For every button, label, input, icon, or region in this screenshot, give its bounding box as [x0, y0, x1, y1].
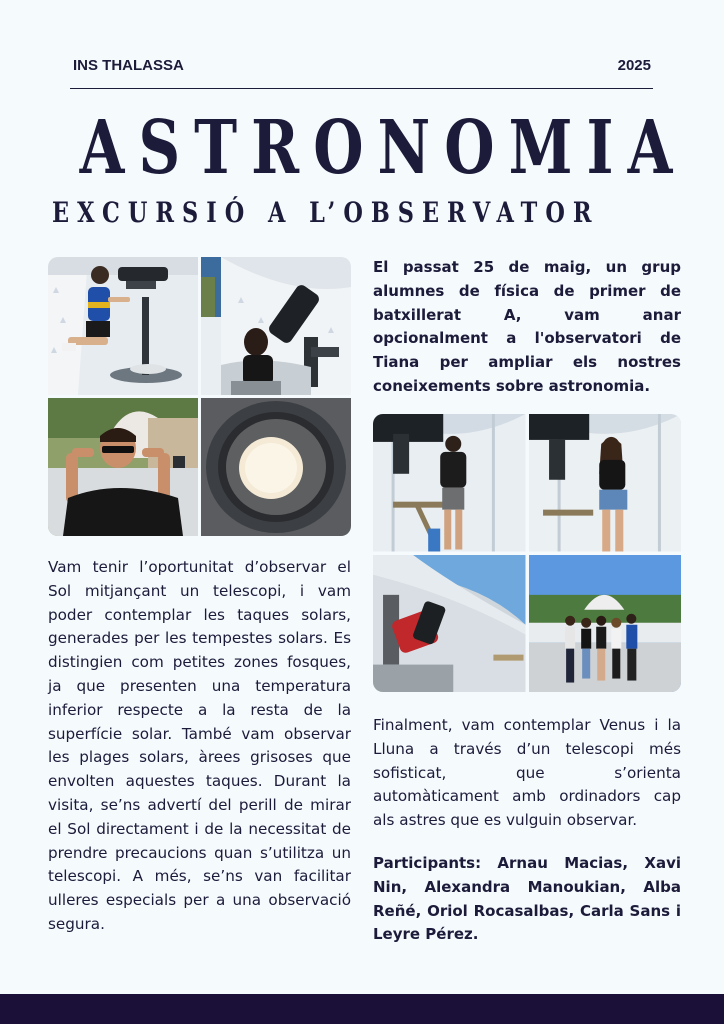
year-label: 2025 — [617, 57, 651, 74]
photo-group-terrace — [529, 555, 682, 693]
photo-dome-telescope-sky — [373, 555, 526, 693]
photo-collage-bottom — [373, 414, 681, 692]
body-paragraph-right: Finalment, vam contemplar Venus i la Lluna a través d’un telescopi més sofisticat, que s’orienta automàticament amb ordinadors cap als astres que es vulguin observar. — [373, 716, 681, 830]
photo-sun-through-telescope — [201, 398, 351, 536]
photo-student-kneeling-telescope — [48, 257, 198, 395]
photo-student-observatory-2 — [529, 414, 682, 552]
photo-student-observatory-1 — [373, 414, 526, 552]
photo-collage-top — [48, 257, 351, 536]
page-subtitle: EXCURSIÓ A L’OBSERVATOR — [52, 196, 600, 229]
school-name: INS THALASSA — [73, 57, 184, 74]
header-divider — [70, 88, 653, 89]
intro-paragraph: El passat 25 de maig, un grup alumnes de física de primer de batxillerat A, vam anar opcionalment a l'observatori de Tiana per ampliar els nostres coneixements sobre astronomia. — [373, 258, 681, 395]
footer-bar — [0, 994, 724, 1024]
participants-paragraph: Participants: Arnau Macias, Xavi Nin, Alexandra Manoukian, Alba Reñé, Oriol Rocasalbas, Carla Sans i Leyre Pérez. — [373, 854, 681, 944]
photo-student-eclipse-glasses — [48, 398, 198, 536]
page-title: ASTRONOMIA — [79, 105, 687, 191]
body-paragraph-left: Vam tenir l’oportunitat d’observar el Sol mitjançant un telescopi, i vam poder contemplar les taques solars, generades per les tempestes solars. Es distingien com petites zones fosques, ja que presenten una temperatura inferior respecte a la resta de la superfície solar. També vam observar les plages solars, àrees grisoses que envolten aquestes taques. Durant la visita, se’ns advertí del perill de mirar el Sol directament i de la necessitat de prendre precaucions quan s’utilitza un telescopi. A més, se’ns van facilitar ulleres especials per a una observació segura. — [48, 558, 351, 933]
photo-telescope-dome — [201, 257, 351, 395]
